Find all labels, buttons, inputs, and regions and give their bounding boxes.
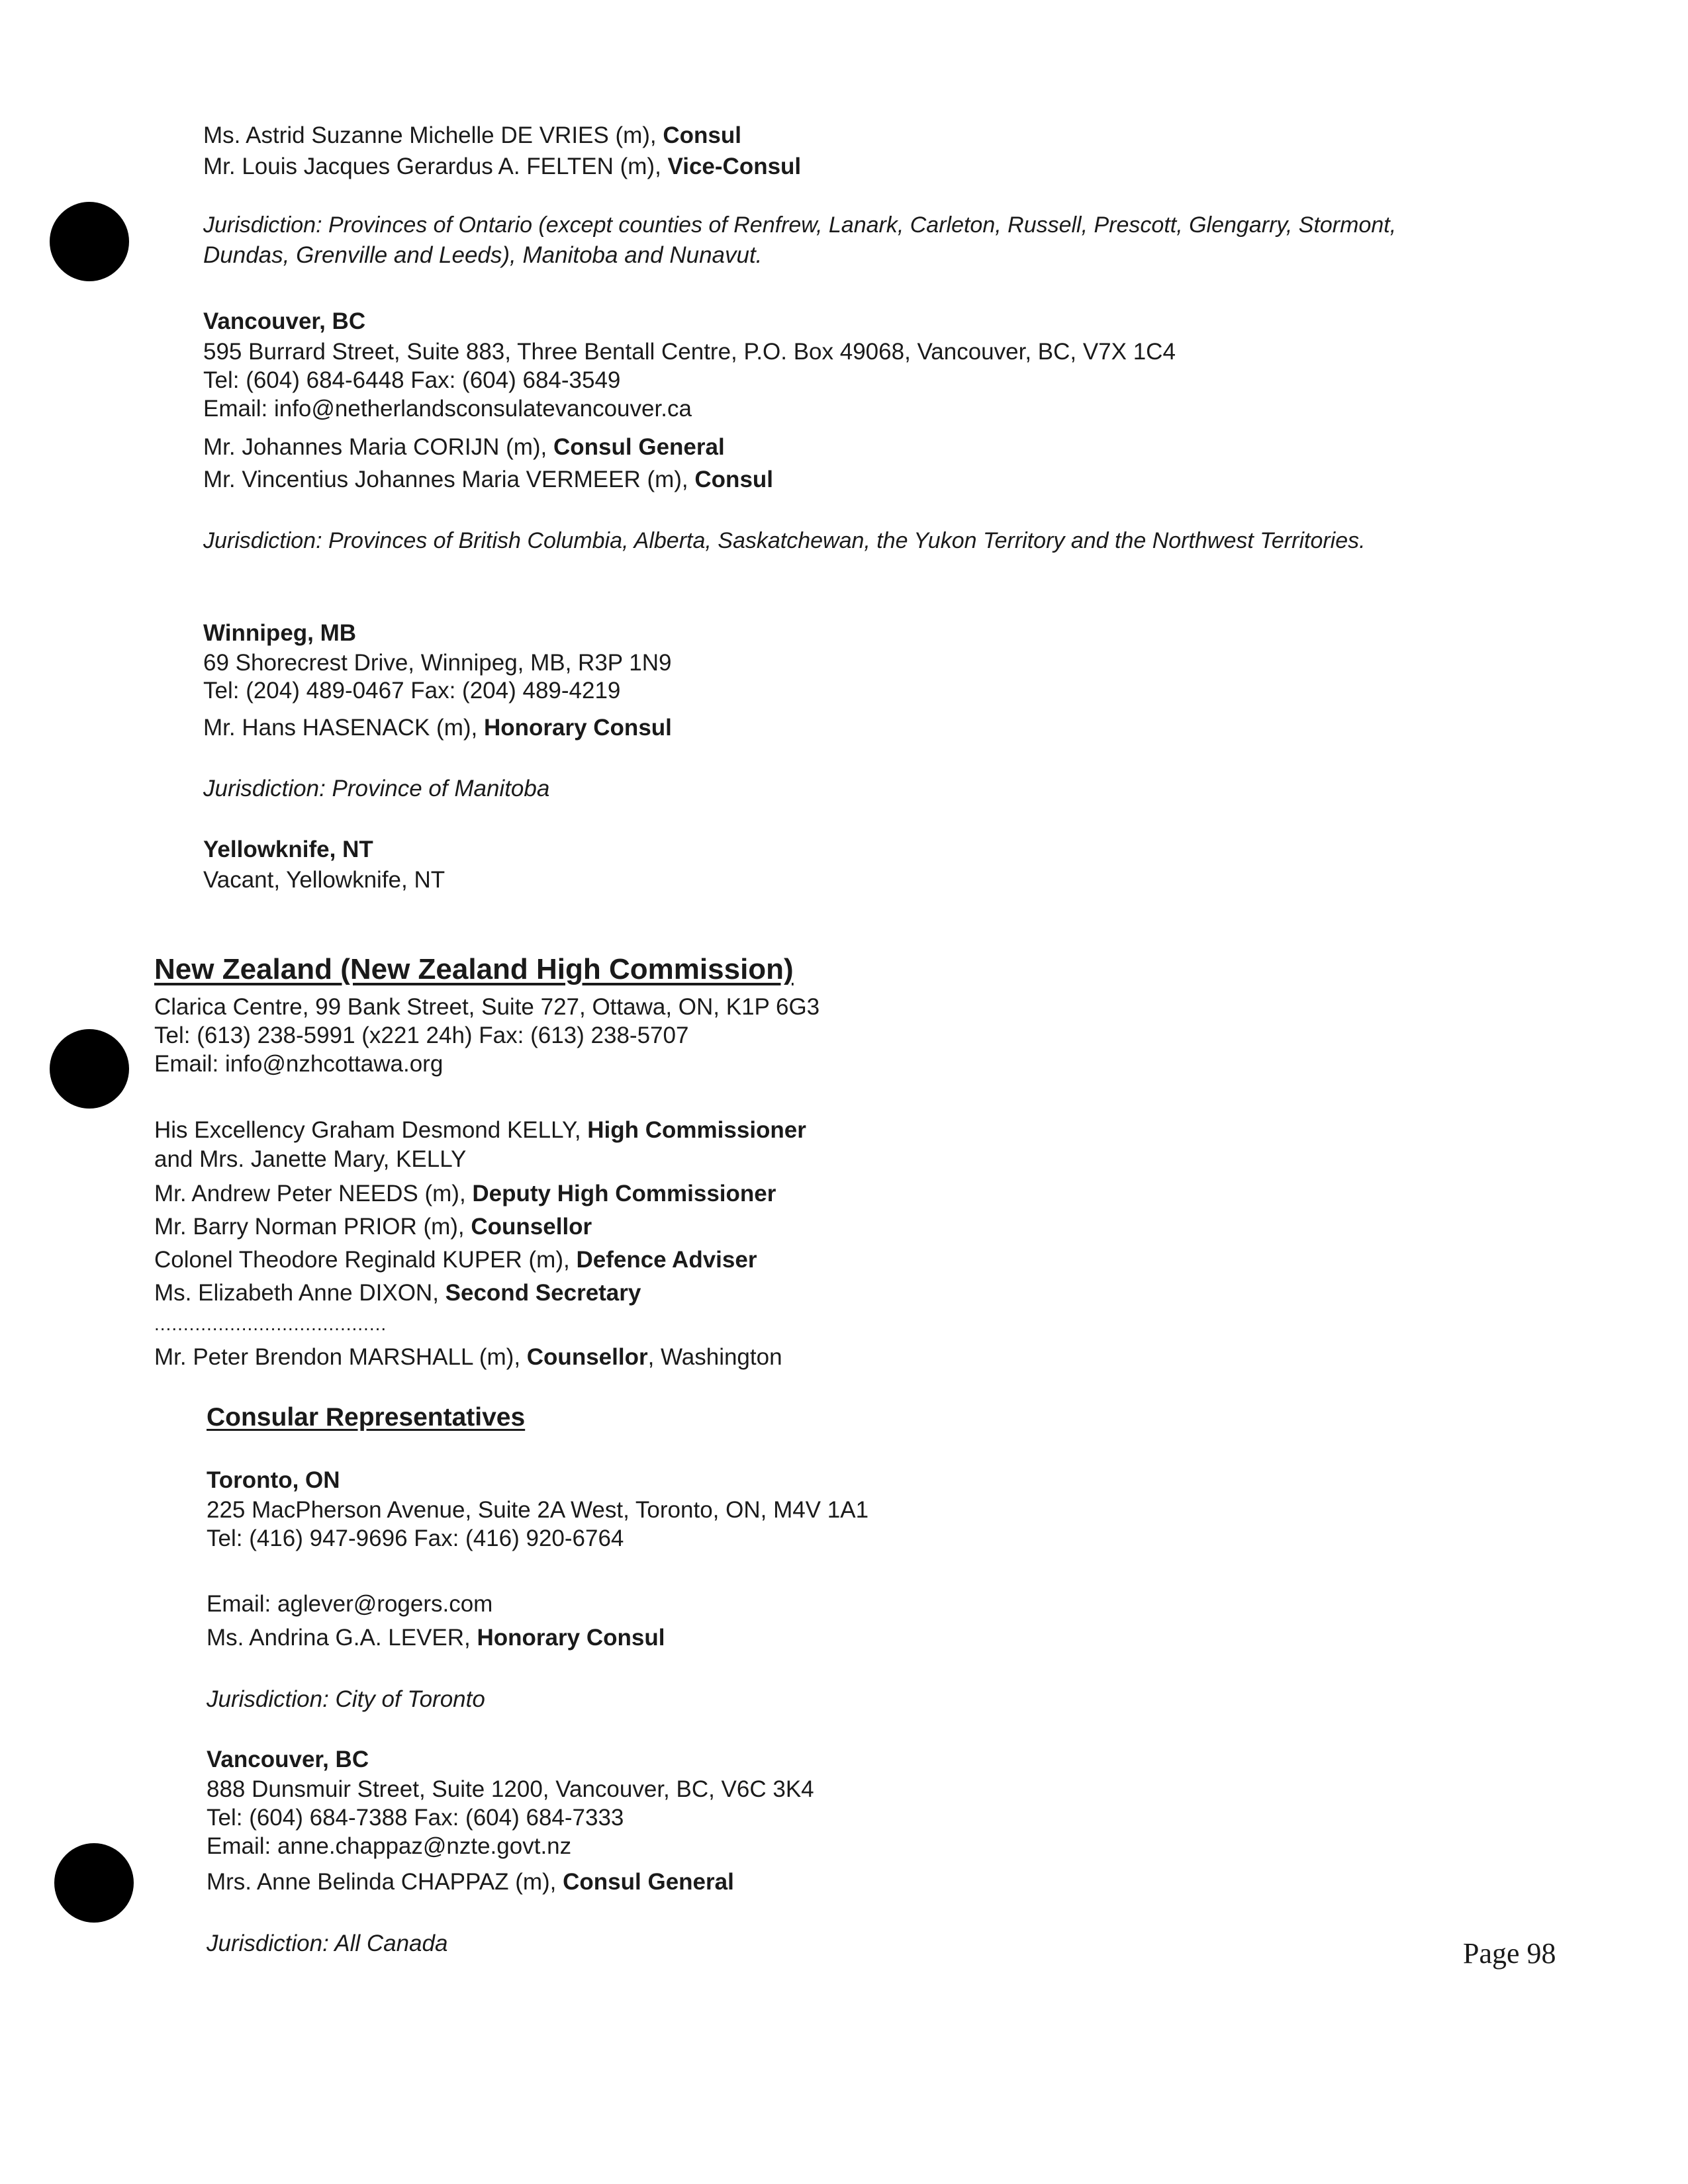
jurisdiction-text: Jurisdiction: Provinces of Ontario (except counties of Renfrew, Lanark, Carleton, Russell, Prescott, Glengarry, Stormont, <box>203 212 1397 238</box>
staff-name: Mr. Vincentius Johannes Maria VERMEER (m), <box>203 467 688 492</box>
jurisdiction-text: Dundas, Grenville and Leeds), Manitoba and Nunavut. <box>203 242 763 268</box>
staff-line <box>154 1179 776 1208</box>
staff-line <box>207 1623 665 1653</box>
consulate-city: Vancouver, BC <box>207 1747 369 1772</box>
punch-hole-bottom <box>54 1843 134 1923</box>
staff-line <box>203 713 672 743</box>
staff-title: Vice-Consul <box>667 154 802 179</box>
staff-title: Honorary Consul <box>477 1625 665 1651</box>
consulate-address: 225 MacPherson Avenue, Suite 2A West, Toronto, ON, M4V 1A1 <box>207 1497 869 1523</box>
consulate-phone: Tel: (416) 947-9696 Fax: (416) 920-6764 <box>207 1525 624 1551</box>
staff-line <box>203 152 801 181</box>
consulate-address: 69 Shorecrest Drive, Winnipeg, MB, R3P 1N9 <box>203 650 672 676</box>
section-heading: Consular Representatives <box>207 1403 526 1432</box>
staff-line <box>154 1116 806 1145</box>
mission-phone: Tel: (613) 238-5991 (x221 24h) Fax: (613) 238-5707 <box>154 1023 689 1048</box>
consulate-note: Vacant, Yellowknife, NT <box>203 867 445 893</box>
jurisdiction-text: Jurisdiction: Provinces of British Columbia, Alberta, Saskatchewan, the Yukon Territory and the Northwest Territories. <box>203 528 1366 553</box>
staff-line <box>154 1279 641 1308</box>
staff-line <box>207 1868 734 1897</box>
staff-title: High Commissioner <box>587 1117 806 1143</box>
staff-name: and Mrs. Janette Mary, KELLY <box>154 1146 467 1172</box>
staff-name: Colonel Theodore Reginald KUPER (m), <box>154 1247 570 1273</box>
consulate-phone: Tel: (604) 684-7388 Fax: (604) 684-7333 <box>207 1805 624 1831</box>
staff-title: Consul General <box>563 1869 734 1895</box>
staff-line <box>154 1246 757 1275</box>
page-number: Page 98 <box>1463 1937 1556 1970</box>
consulate-address: 595 Burrard Street, Suite 883, Three Bentall Centre, P.O. Box 49068, Vancouver, BC, V7X 1C4 <box>203 339 1176 365</box>
staff-title: Consul <box>694 467 774 492</box>
staff-name: Mr. Andrew Peter NEEDS (m), <box>154 1181 466 1206</box>
staff-location: , Washington <box>647 1344 782 1370</box>
staff-line <box>203 121 741 150</box>
staff-title: Honorary Consul <box>483 715 672 741</box>
consulate-city: Yellowknife, NT <box>203 837 373 862</box>
staff-name: Mr. Johannes Maria CORIJN (m), <box>203 434 547 460</box>
staff-title: Defence Adviser <box>576 1247 757 1273</box>
country-heading: New Zealand (New Zealand High Commission) <box>154 953 794 985</box>
staff-name: Ms. Andrina G.A. LEVER, <box>207 1625 471 1651</box>
staff-name: Mr. Peter Brendon MARSHALL (m), <box>154 1344 521 1370</box>
mission-address: Clarica Centre, 99 Bank Street, Suite 727, Ottawa, ON, K1P 6G3 <box>154 994 820 1020</box>
consulate-city: Winnipeg, MB <box>203 620 357 646</box>
staff-line <box>154 1343 782 1372</box>
consulate-phone: Tel: (204) 489-0467 Fax: (204) 489-4219 <box>203 678 621 704</box>
staff-name: Ms. Elizabeth Anne DIXON, <box>154 1280 439 1306</box>
staff-name: Mrs. Anne Belinda CHAPPAZ (m), <box>207 1869 557 1895</box>
consulate-email: Email: aglever@rogers.com <box>207 1591 493 1617</box>
staff-name: Ms. Astrid Suzanne Michelle DE VRIES (m), <box>203 122 657 148</box>
staff-title: Second Secretary <box>445 1280 641 1306</box>
jurisdiction-text: Jurisdiction: All Canada <box>207 1931 448 1956</box>
staff-line <box>203 433 725 462</box>
staff-line <box>154 1145 466 1174</box>
staff-title: Consul <box>663 122 741 148</box>
consulate-city: Toronto, ON <box>207 1467 340 1493</box>
staff-title: Deputy High Commissioner <box>472 1181 776 1206</box>
staff-name: Mr. Hans HASENACK (m), <box>203 715 478 741</box>
punch-hole-top <box>50 202 129 281</box>
staff-title: Counsellor <box>526 1344 648 1370</box>
consulate-address: 888 Dunsmuir Street, Suite 1200, Vancouver, BC, V6C 3K4 <box>207 1776 814 1802</box>
staff-name: His Excellency Graham Desmond KELLY, <box>154 1117 581 1143</box>
separator-dots: ........................................ <box>154 1314 387 1334</box>
mission-email: Email: info@nzhcottawa.org <box>154 1051 444 1077</box>
staff-title: Consul General <box>553 434 725 460</box>
consulate-email: Email: anne.chappaz@nzte.govt.nz <box>207 1833 572 1859</box>
staff-name: Mr. Barry Norman PRIOR (m), <box>154 1214 465 1240</box>
consulate-city: Vancouver, BC <box>203 308 366 334</box>
jurisdiction-text: Jurisdiction: Province of Manitoba <box>203 776 550 801</box>
staff-title: Counsellor <box>471 1214 592 1240</box>
consulate-phone: Tel: (604) 684-6448 Fax: (604) 684-3549 <box>203 367 621 393</box>
punch-hole-middle <box>50 1029 129 1109</box>
staff-name: Mr. Louis Jacques Gerardus A. FELTEN (m), <box>203 154 661 179</box>
consulate-email: Email: info@netherlandsconsulatevancouver.ca <box>203 396 692 422</box>
jurisdiction-text: Jurisdiction: City of Toronto <box>207 1686 485 1712</box>
staff-line <box>203 465 773 494</box>
staff-line <box>154 1212 592 1242</box>
